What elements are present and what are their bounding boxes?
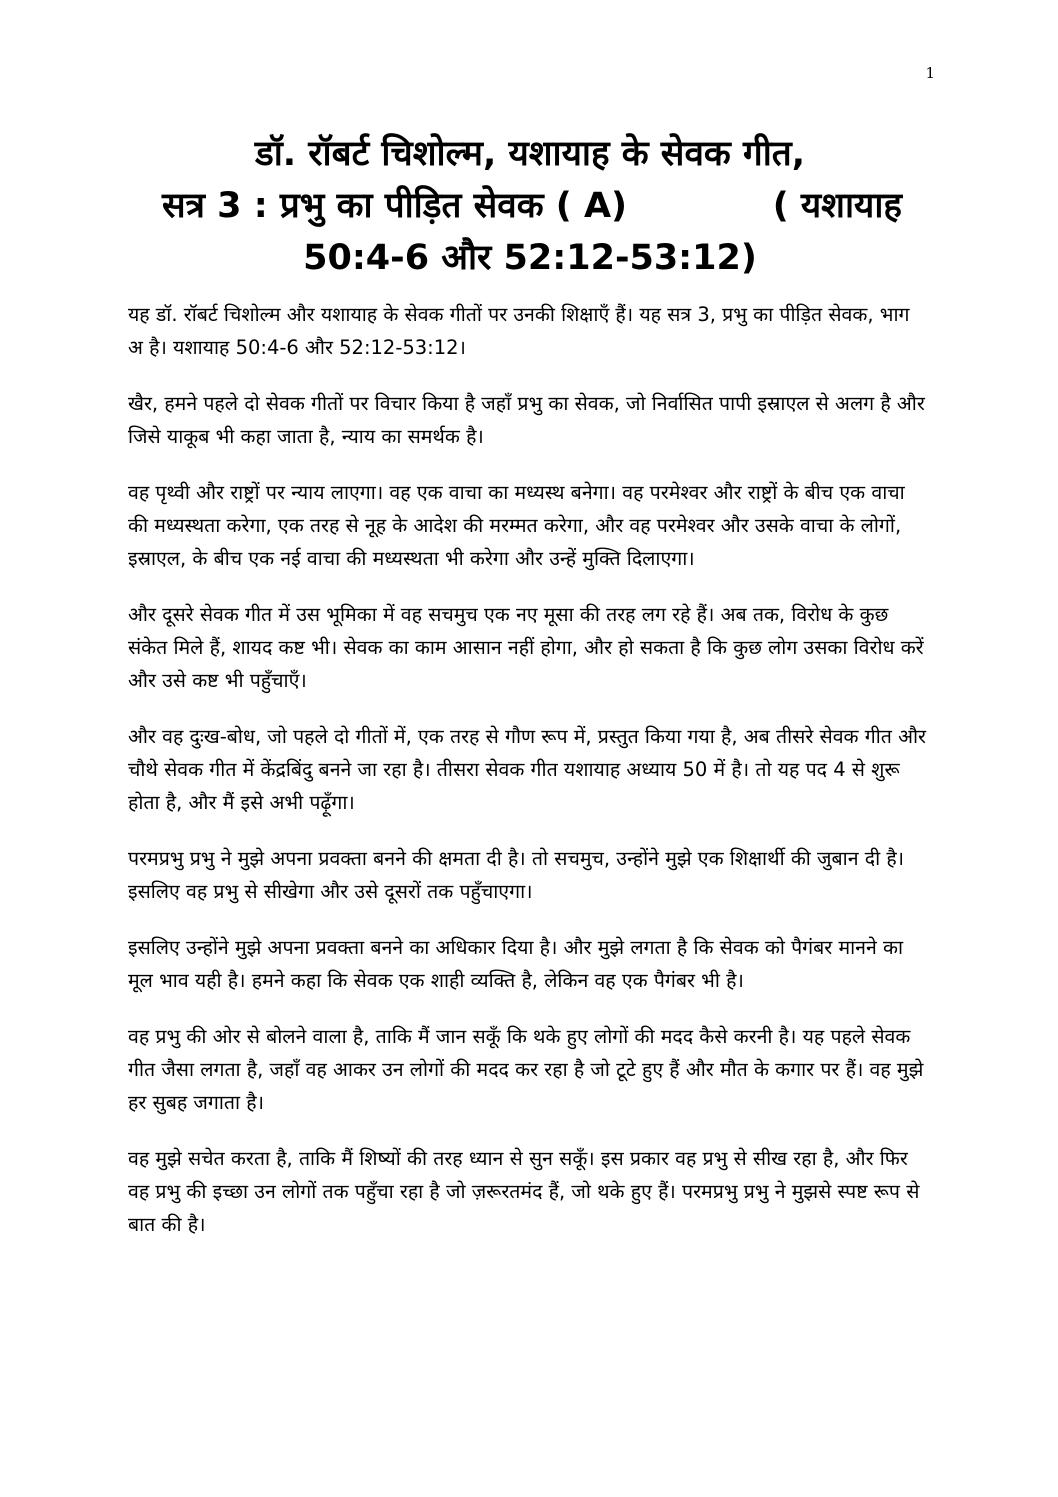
title-line-2 — [140, 180, 920, 232]
title-line-3: 50:4-6 और 52:12-53:12) — [303, 238, 757, 278]
title-line-2-right: ( यशायाह — [772, 186, 902, 226]
paragraph: यह डॉ. रॉबर्ट चिशोल्म और यशायाह के सेवक गीतों पर उनकी शिक्षाएँ हैं। यह सत्र 3, प्रभु का पीड़ित सेवक, भाग अ है। यशायाह 50:4-6 और 52:12-53:12। — [128, 303, 910, 359]
paragraph: वह मुझे सचेत करता है, ताकि मैं शिष्यों की तरह ध्यान से सुन सकूँ। इस प्रकार वह प्रभु से सीख रहा है, और फिर वह प्रभु की इच्छा उन लोगों तक पहुँचा रहा है जो ज़रूरतमंद हैं, जो थके हुए हैं। परमप्रभु प्रभु ने मुझसे स्पष्ट रूप से बात की है। — [128, 1147, 920, 1236]
title-line-2-left: सत्र 3 : प्रभु का पीड़ित सेवक ( A) — [162, 186, 628, 226]
paragraph: परमप्रभु प्रभु ने मुझे अपना प्रवक्ता बनने की क्षमता दी है। तो सचमुच, उन्होंने मुझे एक शिक्षार्थी की जुबान दी है। इसलिए वह प्रभु से सीखेगा और उसे दूसरों तक पहुँचाएगा। — [128, 847, 905, 903]
document-title — [140, 128, 920, 284]
paragraph: वह प्रभु की ओर से बोलने वाला है, ताकि मैं जान सकूँ कि थके हुए लोगों की मदद कैसे करनी है। यह पहले सेवक गीत जैसा लगता है, जहाँ वह आकर उन लोगों की मदद कर रहा है जो टूटे हुए हैं और मौत के कगार पर हैं। वह मुझे हर सुबह जगाता है। — [128, 1025, 924, 1114]
paragraph: और वह दुःख-बोध, जो पहले दो गीतों में, एक तरह से गौण रूप में, प्रस्तुत किया गया है, अब तीसरे सेवक गीत और चौथे सेवक गीत में केंद्रबिंदु बनने जा रहा है। तीसरा सेवक गीत यशायाह अध्याय 50 में है। तो यह पद 4 से शुरू होता है, और मैं इसे अभी पढ़ूँगा। — [128, 725, 926, 814]
paragraph: और दूसरे सेवक गीत में उस भूमिका में वह सचमुच एक नए मूसा की तरह लग रहे हैं। अब तक, विरोध के कुछ संकेत मिले हैं, शायद कष्ट भी। सेवक का काम आसान नहीं होगा, और हो सकता है कि कुछ लोग उसका विरोध करें और उसे कष्ट भी पहुँचाएँ। — [128, 603, 924, 692]
paragraph: खैर, हमने पहले दो सेवक गीतों पर विचार किया है जहाँ प्रभु का सेवक, जो निर्वासित पापी इस्राएल से अलग है और जिसे याकूब भी कहा जाता है, न्याय का समर्थक है। — [128, 392, 925, 448]
document-body — [128, 298, 928, 1264]
paragraph: इसलिए उन्होंने मुझे अपना प्रवक्ता बनने का अधिकार दिया है। और मुझे लगता है कि सेवक को पैगंबर मानने का मूल भाव यही है। हमने कहा कि सेवक एक शाही व्यक्ति है, लेकिन वह एक पैगंबर भी है। — [128, 936, 904, 992]
title-line-1: डॉ. रॉबर्ट चिशोल्म, यशायाह के सेवक गीत, — [254, 134, 806, 174]
page-number: 1 — [925, 64, 935, 82]
paragraph: वह पृथ्वी और राष्ट्रों पर न्याय लाएगा। वह एक वाचा का मध्यस्थ बनेगा। वह परमेश्वर और राष्ट्रों के बीच एक वाचा की मध्यस्थता करेगा, एक तरह से नूह के आदेश की मरम्मत करेगा, और वह परमेश्वर और उसके वाचा के लोगों, इस्राएल, के बीच एक नई वाचा की मध्यस्थता भी करेगा और उन्हें मुक्ति दिलाएगा। — [128, 481, 905, 570]
